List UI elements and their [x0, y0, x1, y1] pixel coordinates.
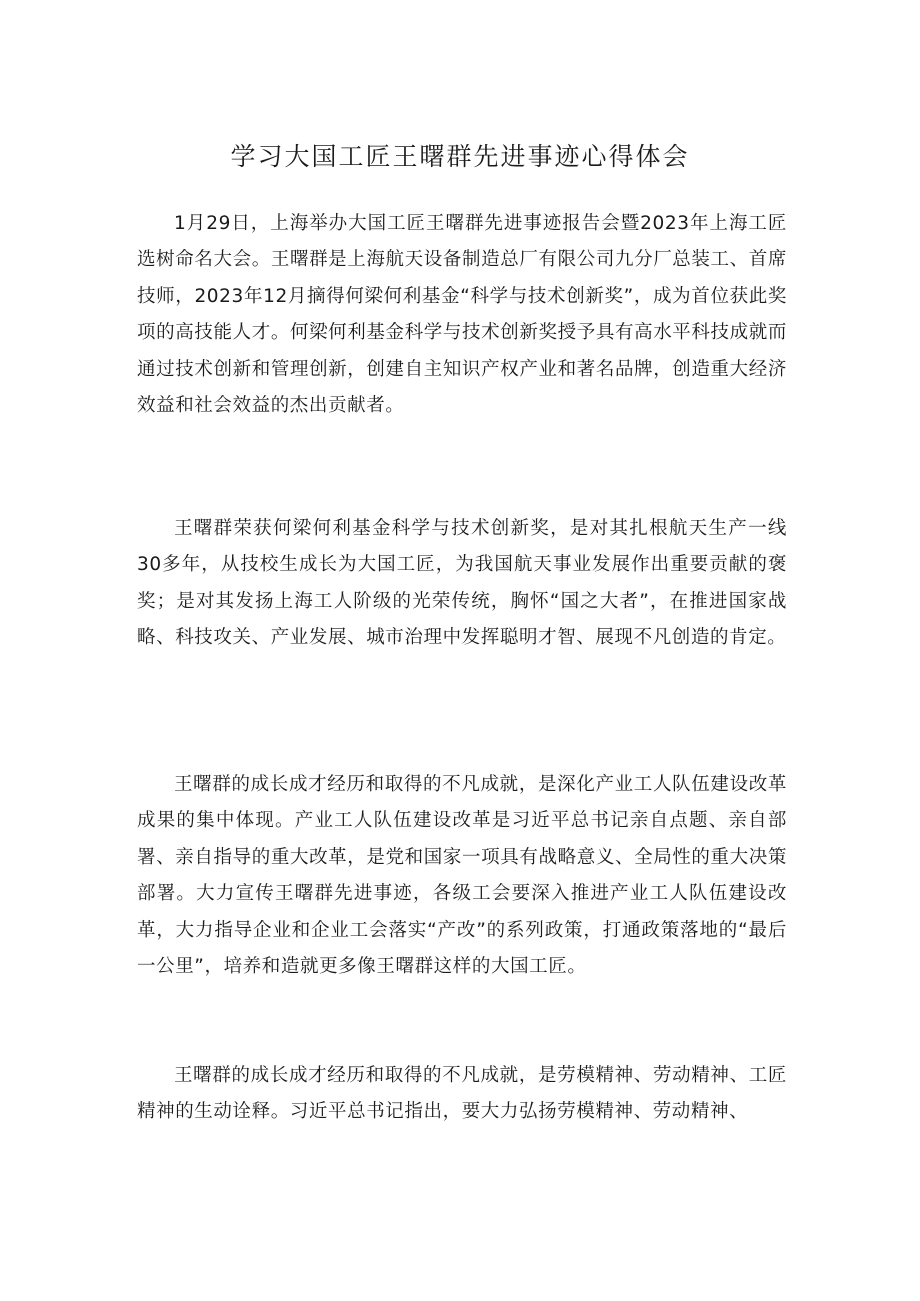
paragraph-1: 1月29日，上海举办大国工匠王曙群先进事迹报告会暨2023年上海工匠选树命名大会。王曙群是上海航天设备制造总厂有限公司九分厂总装工、首席技师，2023年12月摘得何梁何利基金“科学与技术创新奖”，成为首位获此奖项的高技能人才。何梁何利基金科学与技术创新奖授予具有高水平科技成就而通过技术创新和管理创新，创建自主知识产权产业和著名品牌，创造重大经济效益和社会效益的杰出贡献者。 — [137, 213, 787, 417]
paragraph-3: 王曙群的成长成才经历和取得的不凡成就，是深化产业工人队伍建设改革成果的集中体现。产业工人队伍建设改革是习近平总书记亲自点题、亲自部署、亲自指导的重大改革，是党和国家一项具有战略意义、全局性的重大决策部署。大力宣传王曙群先进事迹，各级工会要深入推进产业工人队伍建设改革，大力指导企业和企业工会落实“产改”的系列政策，打通政策落地的“最后一公里”，培养和造就更多像王曙群这样的大国工匠。 — [137, 774, 787, 978]
paragraph-4: 王曙群的成长成才经历和取得的不凡成就，是劳模精神、劳动精神、工匠精神的生动诠释。习近平总书记指出，要大力弘扬劳模精神、劳动精神、 — [137, 1065, 787, 1123]
document-title: 学习大国工匠王曙群先进事迹心得体会 — [230, 142, 690, 171]
paragraph-2: 王曙群荣获何梁何利基金科学与技术创新奖，是对其扎根航天生产一线30多年，从技校生成长为大国工匠，为我国航天事业发展作出重要贡献的褒奖；是对其发扬上海工人阶级的光荣传统，胸怀“国之大者”，在推进国家战略、科技攻关、产业发展、城市治理中发挥聪明才智、展现不凡创造的肯定。 — [137, 518, 787, 649]
